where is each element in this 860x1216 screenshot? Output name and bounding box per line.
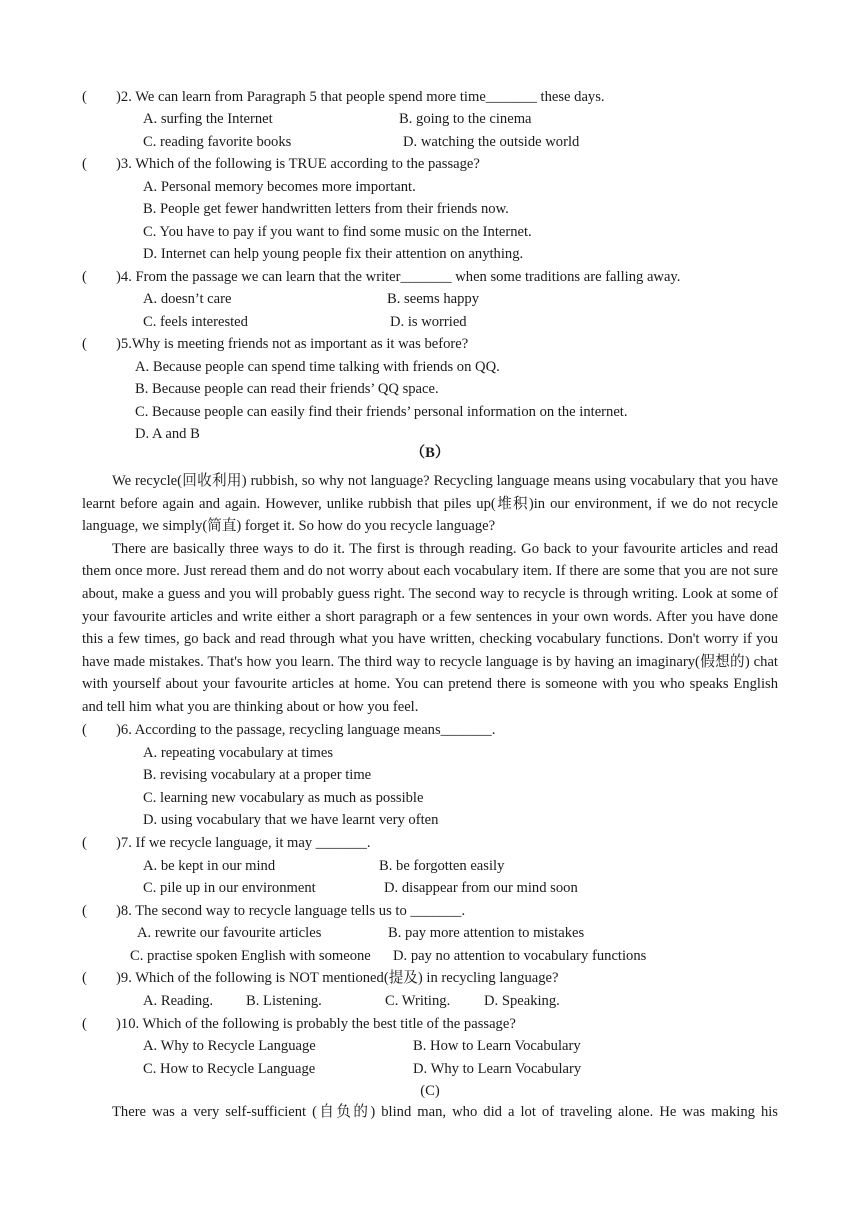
question-7-stem: ( )7. If we recycle language, it may _______. (82, 835, 371, 851)
question-3-option-b: B. People get fewer handwritten letters from their friends now. (143, 201, 509, 217)
question-2-option-c: C. reading favorite books (143, 134, 292, 150)
question-7-option-a: A. be kept in our mind (143, 858, 276, 874)
question-8-option-c: C. practise spoken English with someone (130, 948, 371, 964)
question-5-option-b: B. Because people can read their friends’ QQ space. (135, 381, 439, 397)
passage-c-paragraph-1: There was a very self-sufficient (自负的) blind man, who did a lot of traveling alone. He was making his (112, 1104, 778, 1120)
section-b-heading: （B） (410, 445, 450, 461)
question-2-option-d: D. watching the outside world (403, 134, 580, 150)
passage-c (82, 1101, 778, 1124)
question-9-stem: ( )9. Which of the following is NOT mentioned(提及) in recycling language? (82, 970, 559, 986)
question-2-option-a: A. surfing the Internet (143, 111, 273, 127)
question-4-option-d: D. is worried (390, 314, 467, 330)
question-10-option-b: B. How to Learn Vocabulary (413, 1038, 581, 1054)
question-8-option-a: A. rewrite our favourite articles (137, 925, 322, 941)
question-8-option-d: D. pay no attention to vocabulary functions (393, 948, 647, 964)
question-5-stem: ( )5.Why is meeting friends not as important as it was before? (82, 336, 469, 352)
question-4-option-a: A. doesn’t care (143, 291, 232, 307)
question-9-option-b: B. Listening. (246, 993, 322, 1009)
section-c-heading: (C) (420, 1083, 440, 1099)
passage-b-paragraph-2: There are basically three ways to do it. The first is through reading. Go back to your favourite articles and read them once more. Just reread them and do not worry about each vocabulary item. If there are some that you are not sure about, make a guess and you will probably guess right. The second way to recycle is through writing. Look at some of your favourite articles and write either a short paragraph or a few sentences in your own words. After you have done this a few times, go back and read through what you have written, checking vocabulary functions. Don't worry if you have made mistakes. That's how you learn. The third way to recycle language is by having an imaginary(假想的) chat with yourself about your favourite articles at home. You can pretend there is someone with you who speaks English and tell him what you are thinking about or how you feel. (82, 540, 778, 715)
question-3-option-d: D. Internet can help young people fix their attention on anything. (143, 246, 524, 262)
question-5-option-c: C. Because people can easily find their friends’ personal information on the internet. (135, 404, 628, 420)
question-7-option-d: D. disappear from our mind soon (384, 880, 578, 896)
question-6-stem: ( )6. According to the passage, recycling language means_______. (82, 722, 496, 738)
question-6-option-c: C. learning new vocabulary as much as possible (143, 790, 424, 806)
question-10-option-c: C. How to Recycle Language (143, 1061, 316, 1077)
question-10-option-a: A. Why to Recycle Language (143, 1038, 316, 1054)
passage-b-paragraph-1: We recycle(回收利用) rubbish, so why not language? Recycling language means using vocabulary that you have learnt before again and again. However, unlike rubbish that piles up(堆积)in our environment, if we do not recycle language, we simply(简直) forget it. So how do you recycle language? (82, 473, 778, 535)
question-6-option-b: B. revising vocabulary at a proper time (143, 767, 372, 783)
question-7-option-c: C. pile up in our environment (143, 880, 316, 896)
question-3-option-c: C. You have to pay if you want to find some music on the Internet. (143, 224, 532, 240)
question-3-option-a: A. Personal memory becomes more important. (143, 179, 416, 195)
question-5-option-d: D. A and B (135, 426, 200, 442)
question-5-option-a: A. Because people can spend time talking with friends on QQ. (135, 359, 500, 375)
question-4-stem: ( )4. From the passage we can learn that the writer_______ when some traditions are falling away. (82, 269, 681, 285)
question-4-option-c: C. feels interested (143, 314, 248, 330)
question-9-option-a: A. Reading. (143, 993, 214, 1009)
question-8-stem: ( )8. The second way to recycle language tells us to _______. (82, 903, 466, 919)
question-6-option-d: D. using vocabulary that we have learnt very often (143, 812, 439, 828)
question-7-option-b: B. be forgotten easily (379, 858, 505, 874)
question-10-stem: ( )10. Which of the following is probably the best title of the passage? (82, 1016, 516, 1032)
passage-b (82, 470, 778, 719)
question-4-option-b: B. seems happy (387, 291, 480, 307)
question-10-option-d: D. Why to Learn Vocabulary (413, 1061, 582, 1077)
question-8-option-b: B. pay more attention to mistakes (388, 925, 585, 941)
question-2-option-b: B. going to the cinema (399, 111, 532, 127)
question-9-option-d: D. Speaking. (484, 993, 560, 1009)
question-2-stem: ( )2. We can learn from Paragraph 5 that people spend more time_______ these days. (82, 89, 605, 105)
question-6-option-a: A. repeating vocabulary at times (143, 745, 334, 761)
question-3-stem: ( )3. Which of the following is TRUE according to the passage? (82, 156, 480, 172)
question-9-option-c: C. Writing. (385, 993, 451, 1009)
